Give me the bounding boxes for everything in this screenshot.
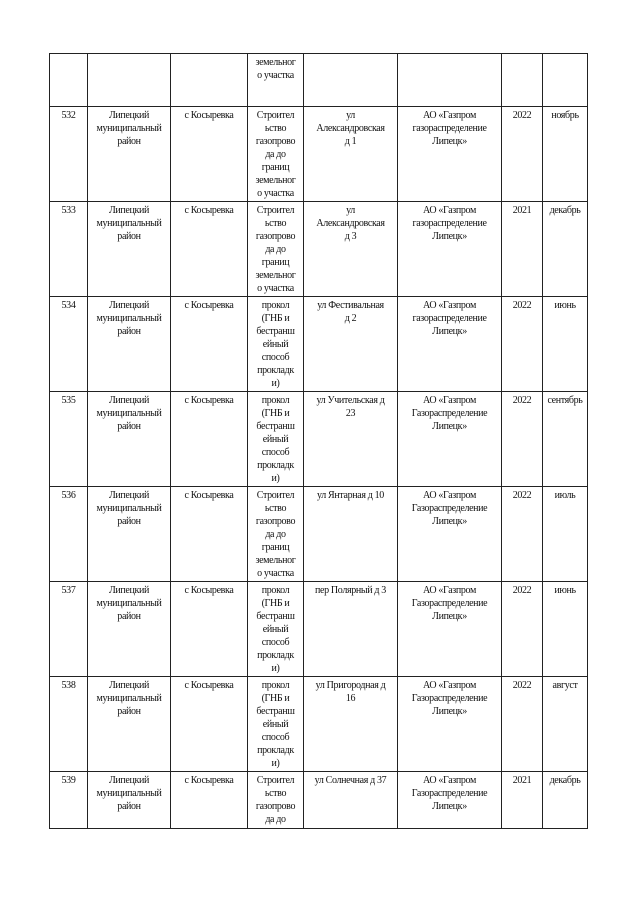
table-row <box>50 107 588 202</box>
cell-address <box>304 582 398 677</box>
gasification-schedule-table <box>49 53 588 829</box>
cell-work-type <box>248 772 304 829</box>
cell-settlement: с Косыревка <box>171 107 248 202</box>
cell-district <box>88 392 171 487</box>
cell-year: 2021 <box>502 202 543 297</box>
cell-district <box>88 772 171 829</box>
cell-month: июнь <box>543 297 588 392</box>
cell-organization-text: АО «Газпром Газораспределение Липецк» <box>411 490 488 527</box>
cell-settlement <box>171 54 248 107</box>
cell-district-text: Липецкий муниципальный район <box>96 490 162 527</box>
cell-address <box>304 487 398 582</box>
cell-address-text: ул Учительская д 23 <box>316 395 385 419</box>
cell-month <box>543 54 588 107</box>
cell-month: июнь <box>543 582 588 677</box>
cell-settlement: с Косыревка <box>171 202 248 297</box>
table-body <box>50 54 588 829</box>
cell-district-text: Липецкий муниципальный район <box>96 395 162 432</box>
cell-number: 538 <box>50 677 88 772</box>
cell-work-type <box>248 487 304 582</box>
cell-number: 539 <box>50 772 88 829</box>
cell-organization-text: АО «Газпром Газораспределение Липецк» <box>411 585 488 622</box>
cell-year: 2022 <box>502 297 543 392</box>
cell-organization-text: АО «Газпром газораспределение Липецк» <box>412 110 487 147</box>
cell-organization <box>398 677 502 772</box>
cell-work-type-text: Строител ьство газопрово да до границ земельног о участка <box>255 205 296 294</box>
cell-address <box>304 297 398 392</box>
cell-district-text: Липецкий муниципальный район <box>96 775 162 812</box>
table-row <box>50 392 588 487</box>
cell-number: 537 <box>50 582 88 677</box>
cell-year <box>502 54 543 107</box>
cell-work-type-text: Строител ьство газопрово да до границ земельног о участка <box>255 110 296 199</box>
cell-organization <box>398 54 502 107</box>
cell-organization-text: АО «Газпром газораспределение Липецк» <box>412 300 487 337</box>
table-row <box>50 677 588 772</box>
cell-district <box>88 54 171 107</box>
cell-number: 536 <box>50 487 88 582</box>
cell-year: 2022 <box>502 107 543 202</box>
cell-settlement: с Косыревка <box>171 677 248 772</box>
cell-address-text: ул Фестивальная д 2 <box>317 300 384 324</box>
cell-organization-text: АО «Газпром Газораспределение Липецк» <box>411 775 488 812</box>
cell-settlement: с Косыревка <box>171 297 248 392</box>
cell-district-text: Липецкий муниципальный район <box>96 680 162 717</box>
cell-organization-text: АО «Газпром Газораспределение Липецк» <box>411 680 488 717</box>
cell-work-type <box>248 202 304 297</box>
cell-work-type-text: Строител ьство газопрово да до <box>255 775 296 825</box>
cell-work-type-text: Строител ьство газопрово да до границ земельног о участка <box>255 490 296 579</box>
cell-address <box>304 202 398 297</box>
cell-organization <box>398 582 502 677</box>
cell-organization <box>398 772 502 829</box>
cell-work-type <box>248 297 304 392</box>
cell-district <box>88 107 171 202</box>
cell-work-type <box>248 54 304 107</box>
cell-organization <box>398 487 502 582</box>
cell-settlement: с Косыревка <box>171 582 248 677</box>
cell-month: декабрь <box>543 202 588 297</box>
cell-organization <box>398 202 502 297</box>
cell-district <box>88 487 171 582</box>
cell-address <box>304 772 398 829</box>
cell-month: август <box>543 677 588 772</box>
work-type-text: земельног о участка <box>255 57 296 81</box>
cell-year: 2022 <box>502 487 543 582</box>
table-row <box>50 487 588 582</box>
table-row-continuation <box>50 54 588 107</box>
cell-month: ноябрь <box>543 107 588 202</box>
cell-district <box>88 582 171 677</box>
cell-work-type-text: прокол (ГНБ и бестранш ейный способ прокладк и) <box>256 680 295 769</box>
cell-address-text: пер Полярный д 3 <box>315 585 386 596</box>
cell-address <box>304 677 398 772</box>
cell-district <box>88 297 171 392</box>
cell-month: декабрь <box>543 772 588 829</box>
table-row <box>50 772 588 829</box>
table-row <box>50 582 588 677</box>
cell-organization-text: АО «Газпром газораспределение Липецк» <box>412 205 487 242</box>
cell-work-type <box>248 392 304 487</box>
cell-address-text: ул Александровская д 1 <box>316 110 385 147</box>
cell-settlement: с Косыревка <box>171 487 248 582</box>
cell-address-text: ул Пригородная д 16 <box>315 680 386 704</box>
cell-district <box>88 202 171 297</box>
cell-district-text: Липецкий муниципальный район <box>96 110 162 147</box>
cell-number <box>50 54 88 107</box>
table-row <box>50 202 588 297</box>
cell-work-type-text: прокол (ГНБ и бестранш ейный способ прокладк и) <box>256 585 295 674</box>
table-row <box>50 297 588 392</box>
cell-month: сентябрь <box>543 392 588 487</box>
cell-settlement: с Косыревка <box>171 772 248 829</box>
cell-work-type-text: прокол (ГНБ и бестранш ейный способ прокладк и) <box>256 395 295 484</box>
cell-organization-text: АО «Газпром Газораспределение Липецк» <box>411 395 488 432</box>
cell-district-text: Липецкий муниципальный район <box>96 585 162 622</box>
cell-work-type <box>248 582 304 677</box>
cell-organization <box>398 297 502 392</box>
cell-work-type-text: прокол (ГНБ и бестранш ейный способ прокладк и) <box>256 300 295 389</box>
cell-address <box>304 392 398 487</box>
cell-year: 2022 <box>502 582 543 677</box>
cell-district-text: Липецкий муниципальный район <box>96 205 162 242</box>
cell-address-text: ул Солнечная д 37 <box>314 775 387 786</box>
cell-district <box>88 677 171 772</box>
cell-address <box>304 107 398 202</box>
cell-work-type <box>248 677 304 772</box>
cell-work-type <box>248 107 304 202</box>
cell-organization <box>398 392 502 487</box>
cell-number: 535 <box>50 392 88 487</box>
cell-address-text: ул Янтарная д 10 <box>317 490 384 501</box>
cell-address <box>304 54 398 107</box>
cell-year: 2022 <box>502 392 543 487</box>
cell-district-text: Липецкий муниципальный район <box>96 300 162 337</box>
cell-settlement: с Косыревка <box>171 392 248 487</box>
cell-number: 533 <box>50 202 88 297</box>
cell-number: 532 <box>50 107 88 202</box>
cell-month: июль <box>543 487 588 582</box>
cell-organization <box>398 107 502 202</box>
cell-address-text: ул Александровская д 3 <box>316 205 385 242</box>
cell-number: 534 <box>50 297 88 392</box>
cell-year: 2022 <box>502 677 543 772</box>
cell-year: 2021 <box>502 772 543 829</box>
